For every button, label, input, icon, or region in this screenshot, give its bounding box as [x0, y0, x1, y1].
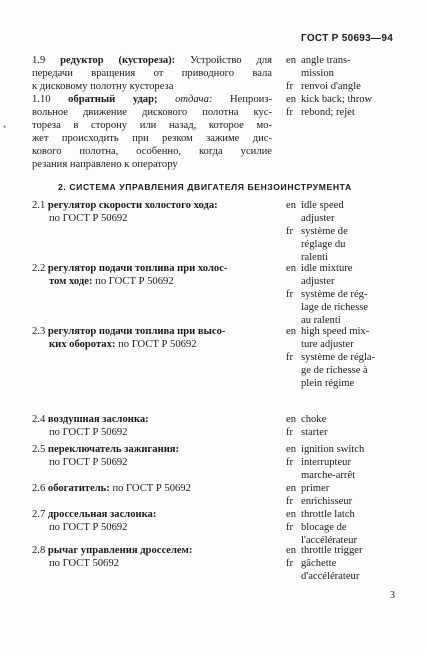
translation-line: interrupteur — [301, 457, 352, 468]
lang-code: fr — [286, 522, 294, 533]
translation-line: angle trans- — [301, 55, 351, 66]
entry-term: регулятор подачи топлива при холос- — [47, 263, 228, 274]
entry-number: 2.3 — [32, 326, 46, 337]
entry-number: 2.4 — [32, 414, 46, 425]
translation-line: au ralenti — [301, 315, 341, 326]
translation-line: adjuster — [301, 213, 335, 224]
lang-code: fr — [286, 427, 294, 438]
lang-code: fr — [286, 558, 294, 569]
translation-line: starter — [301, 427, 328, 438]
definition-line: Устройство для — [190, 55, 272, 66]
entry-heading: 1.10 обратный удар; отдача: Непроиз- — [32, 94, 272, 105]
translation-line: mission — [301, 68, 334, 79]
lang-code: fr — [286, 352, 294, 363]
translations-1-10 — [286, 93, 416, 119]
entry-term: обратный удар — [68, 94, 155, 105]
entry-number: 2.7 — [32, 509, 46, 520]
translation-line: ralenti — [301, 252, 329, 263]
translation-line: d'accélérateur — [301, 571, 360, 582]
entry-2-8 — [32, 544, 272, 570]
entry-reference: по ГОСТ Р 50692 — [49, 522, 128, 533]
translation-line: blocage de — [301, 522, 347, 533]
translations-2-4 — [286, 413, 416, 439]
definition-line: жет происходить при резком зажиме дис- — [32, 133, 272, 144]
entry-term: регулятор скорости холостого хода: — [47, 200, 218, 211]
lang-code: en — [286, 545, 296, 556]
translation-line: idle speed — [301, 200, 344, 211]
lang-code: en — [286, 444, 296, 455]
translation-line: adjuster — [301, 276, 335, 287]
translations-2-6 — [286, 482, 416, 508]
section-heading — [58, 181, 352, 194]
translation-line: marche-arrêt — [301, 470, 356, 481]
entry-reference: по ГОСТ Р 50692 — [49, 213, 128, 224]
translations-1-9 — [286, 54, 416, 93]
entry-2-2 — [32, 262, 272, 288]
translation-line: renvoi d'angle — [301, 81, 361, 92]
entry-reference: по ГОСТ Р 50692 — [49, 427, 128, 438]
lang-code: en — [286, 94, 296, 105]
entry-number: 2.5 — [32, 444, 46, 455]
translation-line: gâchette — [301, 558, 337, 569]
lang-code: fr — [286, 457, 294, 468]
translation-line: ignition switch — [301, 444, 365, 455]
translation-line: high speed mix- — [301, 326, 370, 337]
margin-mark: • — [3, 122, 7, 132]
page-number: 3 — [390, 590, 395, 601]
entry-term: регулятор подачи топлива при высо- — [47, 326, 226, 337]
lang-code: fr — [286, 107, 294, 118]
entry-reference: по ГОСТ Р 50692 — [112, 483, 191, 494]
definition-line: передачи вращения от приводного вала — [32, 68, 272, 79]
definition-line: к дисковому полотну кустореза — [32, 81, 174, 92]
translation-line: lage de richesse — [301, 302, 369, 313]
entry-number: 2.8 — [32, 545, 46, 556]
translation-line: ge de richesse à — [301, 365, 368, 376]
entry-reference: по ГОСТ Р 50692 — [95, 276, 174, 287]
translation-line: kick back; throw — [301, 94, 373, 105]
translations-2-7 — [286, 508, 416, 547]
entry-1-10 — [32, 93, 272, 171]
entry-term: переключатель зажигания: — [47, 444, 180, 455]
translation-line: primer — [301, 483, 330, 494]
entry-term: редуктор (кустореза) — [60, 55, 172, 66]
lang-code: fr — [286, 496, 294, 507]
entry-2-4 — [32, 413, 272, 439]
entry-term: рычаг управления дросселем: — [47, 545, 193, 556]
entry-term: воздушная заслонка: — [47, 414, 149, 425]
entry-reference: по ГОСТ Р 50692 — [118, 339, 197, 350]
translation-line: throttle trigger — [301, 545, 363, 556]
section-title: СИСТЕМА УПРАВЛЕНИЯ ДВИГАТЕЛЯ БЕНЗОИНСТРУМЕНТА — [69, 182, 352, 192]
lang-code: fr — [286, 289, 294, 300]
lang-code: en — [286, 263, 296, 274]
entry-2-3 — [32, 325, 272, 351]
definition-line: кового полотна, особенно, когда усилие — [32, 146, 272, 157]
lang-code: en — [286, 326, 296, 337]
entry-reference: по ГОСТ 50692 — [49, 558, 119, 569]
translation-line: choke — [301, 414, 327, 425]
lang-code: fr — [286, 81, 294, 92]
entry-number: 1.10 — [32, 94, 51, 105]
entry-2-6 — [32, 482, 272, 495]
translation-line: ture adjuster — [301, 339, 354, 350]
translation-line: plein régime — [301, 378, 355, 389]
entry-2-1 — [32, 199, 272, 225]
entry-term: дроссельная заслонка: — [47, 509, 157, 520]
entry-number: 1.9 — [32, 55, 46, 66]
translation-line: idle mixture — [301, 263, 353, 274]
translation-line: système de — [301, 226, 348, 237]
translation-line: l'accélérateur — [301, 535, 358, 546]
lang-code: en — [286, 200, 296, 211]
definition-line: резания направлено к оператору — [32, 159, 178, 170]
entry-heading: 1.9 редуктор (кустореза): Устройство для — [32, 55, 272, 66]
entry-term-continued: ких оборотах: — [49, 339, 116, 350]
lang-code: fr — [286, 226, 294, 237]
definition-line: вольное движение дискового полотна кус- — [32, 107, 272, 118]
entry-number: 2.6 — [32, 483, 46, 494]
definition-line: тореза в сторону или назад, которое мо- — [32, 120, 272, 131]
entry-term-continued: том ходе: — [49, 276, 93, 287]
translation-line: rebond; rejet — [301, 107, 355, 118]
entry-term: обогатитель: — [47, 483, 110, 494]
lang-code: en — [286, 55, 296, 66]
entry-reference: по ГОСТ Р 50692 — [49, 457, 128, 468]
translation-line: système de rég- — [301, 289, 368, 300]
entry-number: 2.2 — [32, 263, 46, 274]
translations-2-1 — [286, 199, 416, 264]
lang-code: en — [286, 483, 296, 494]
entry-2-7 — [32, 508, 272, 534]
translations-2-3 — [286, 325, 416, 390]
entry-1-9 — [32, 54, 272, 93]
translation-line: réglage du — [301, 239, 346, 250]
translations-2-8 — [286, 544, 416, 583]
lang-code: en — [286, 509, 296, 520]
entry-alt-term: отдача — [175, 94, 209, 105]
translations-2-5 — [286, 443, 416, 482]
entry-2-5 — [32, 443, 272, 469]
lang-code: en — [286, 414, 296, 425]
translations-2-2 — [286, 262, 416, 327]
translation-line: enrichisseur — [301, 496, 353, 507]
definition-line: Непроиз- — [230, 94, 272, 105]
standard-reference-header: ГОСТ Р 50693—94 — [301, 33, 394, 44]
translation-line: throttle latch — [301, 509, 355, 520]
section-number: 2. — [58, 182, 67, 192]
entry-number: 2.1 — [32, 200, 46, 211]
translation-line: système de régla- — [301, 352, 376, 363]
